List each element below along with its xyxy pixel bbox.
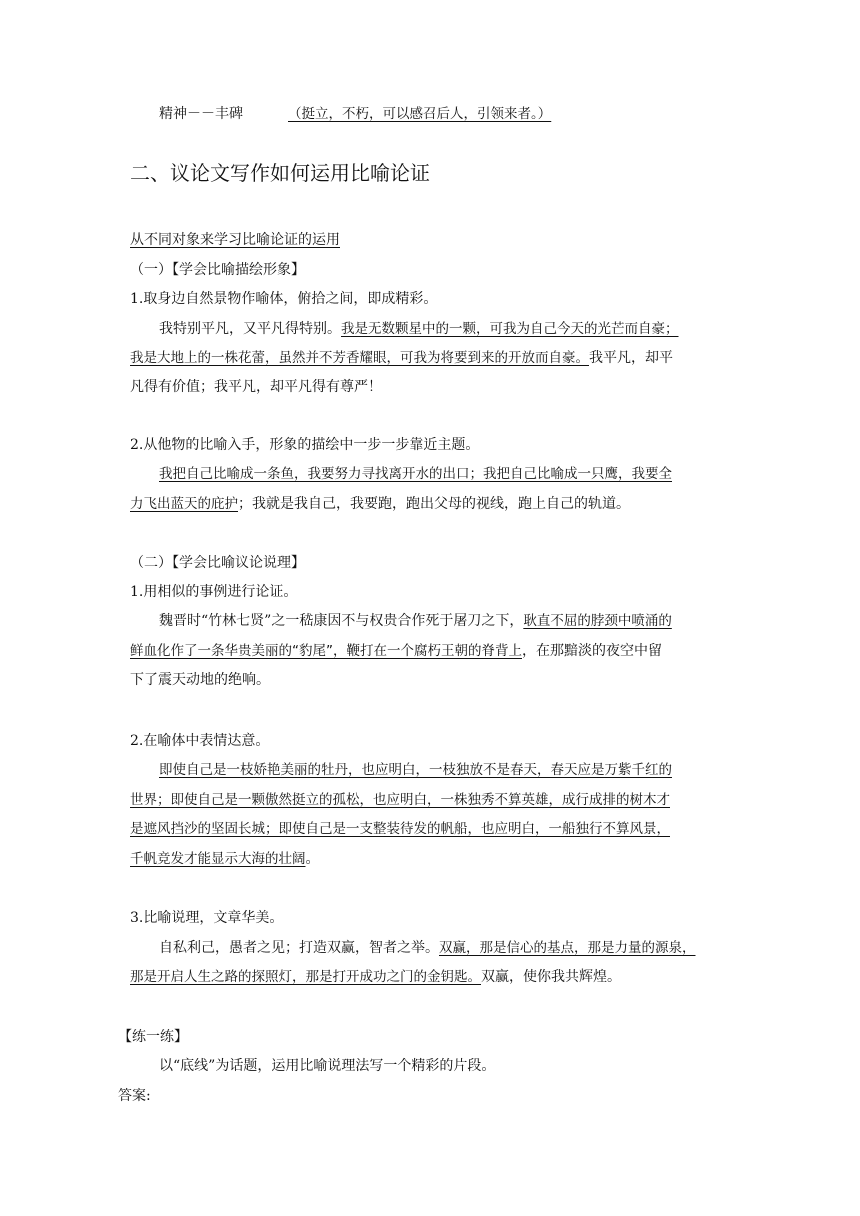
part1-item2-line2	[130, 494, 630, 514]
part2-item2-title: 2.在喻体中表情达意。	[130, 733, 270, 749]
part2-item1-line3: 下了震天动地的绝响。	[130, 672, 270, 688]
part2-item2-line1	[159, 760, 672, 780]
part2-item1-line2-b: ，在那黯淡的夜空中留	[522, 643, 662, 659]
part2-item1-line2-a: 鲜血化作了一条华贵美丽的“豹尾”，鞭打在一个腐朽王朝的脊背上	[130, 643, 522, 659]
part2-heading: （二）【学会比喻议论说理】	[130, 555, 305, 571]
part2-item2-line3	[130, 819, 670, 839]
part1-item1-title: 1.取身边自然景物作喻体，俯拾之间，即成精彩。	[130, 291, 438, 307]
part2-item3-line1-a: 自私利己，愚者之见；打造双赢，智者之举。	[159, 940, 439, 956]
part2-item1-line1	[159, 611, 672, 631]
part1-item2-line1-text: 我把自己比喻成一条鱼，我要努力寻找离开水的出口；我把自己比喻成一只鹰，我要全	[159, 466, 672, 482]
part1-item2-line2-a: 力飞出蓝天的庇护	[130, 496, 238, 512]
part1-item1-line2-b: 我平凡，却平	[589, 350, 673, 366]
part1-item1-line3: 凡得有价值；我平凡，却平凡得有尊严！	[130, 379, 382, 395]
section-title: 二、议论文写作如何运用比喻论证	[130, 161, 430, 185]
top-line-right-text: （挺立，不朽，可以感召后人，引领来者。）	[288, 106, 552, 122]
part2-item2-line4	[130, 849, 320, 869]
part2-item3-line2-a: 那是开启人生之路的探照灯，那是打开成功之门的金钥匙。	[130, 969, 481, 985]
part1-item2-title: 2.从他物的比喻入手，形象的描绘中一步一步靠近主题。	[130, 437, 480, 453]
part1-item1-line2-a: 我是大地上的一株花蕾，虽然并不芳香耀眼，可我为将要到来的开放而自豪。	[130, 350, 589, 366]
subtitle: 从不同对象来学习比喻论证的运用	[130, 232, 340, 248]
practice-prompt: 以“底线”为话题，运用比喻说理法写一个精彩的片段。	[159, 1058, 496, 1074]
part1-item1-line1	[159, 319, 679, 339]
part2-item2-line3-text: 是遮风挡沙的坚固长城；即使自己是一支整装待发的帆船，也应明白，一船独行不算风景，	[130, 821, 670, 837]
part1-item2-line1	[159, 464, 672, 484]
part2-item2-line4-b: 。	[305, 851, 320, 867]
part2-item3-line2	[130, 967, 621, 987]
part2-item2-line2-text: 世界；即使自己是一颗傲然挺立的孤松，也应明白，一株独秀不算英雄，成行成排的树木才	[130, 792, 670, 808]
part2-item2-line1-text: 即使自己是一枝娇艳美丽的牡丹，也应明白，一枝独放不是春天，春天应是万紫千红的	[159, 762, 672, 778]
part1-item2-line2-b: ；我就是我自己，我要跑，跑出父母的视线，跑上自己的轨道。	[238, 496, 630, 512]
part2-item1-line1-a: 魏晋时“竹林七贤”之一嵇康因不与权贵合作死于屠刀之下，	[159, 613, 524, 629]
answer-label: 答案:	[118, 1088, 151, 1104]
part1-heading: （一）【学会比喻描绘形象】	[130, 262, 305, 278]
part2-item1-line1-b: 耿直不屈的脖颈中喷涌的	[523, 613, 672, 629]
part2-item1-line2	[130, 641, 662, 661]
part2-item3-title: 3.比喻说理，文章华美。	[130, 910, 284, 926]
part2-item3-line1-b: 双赢，那是信心的基点，那是力量的源泉，	[439, 940, 696, 956]
practice-heading: 【练一练】	[118, 1029, 188, 1045]
part2-item3-line2-b: 双赢，使你我共辉煌。	[481, 969, 621, 985]
part2-item2-line4-a: 千帆竞发才能显示大海的壮阔	[130, 851, 306, 867]
top-line-right	[288, 104, 551, 124]
part1-item1-line1-a: 我特别平凡，又平凡得特别。	[159, 321, 341, 337]
part2-item1-title: 1.用相似的事例进行论证。	[130, 584, 298, 600]
part1-item1-line1-b: 我是无数颗星中的一颗，可我为自己今天的光芒而自豪；	[341, 321, 679, 337]
part2-item2-line2	[130, 790, 670, 810]
part1-item1-line2	[130, 348, 673, 368]
part2-item3-line1	[159, 938, 696, 958]
top-line-left: 精神－－丰碑	[159, 106, 243, 122]
